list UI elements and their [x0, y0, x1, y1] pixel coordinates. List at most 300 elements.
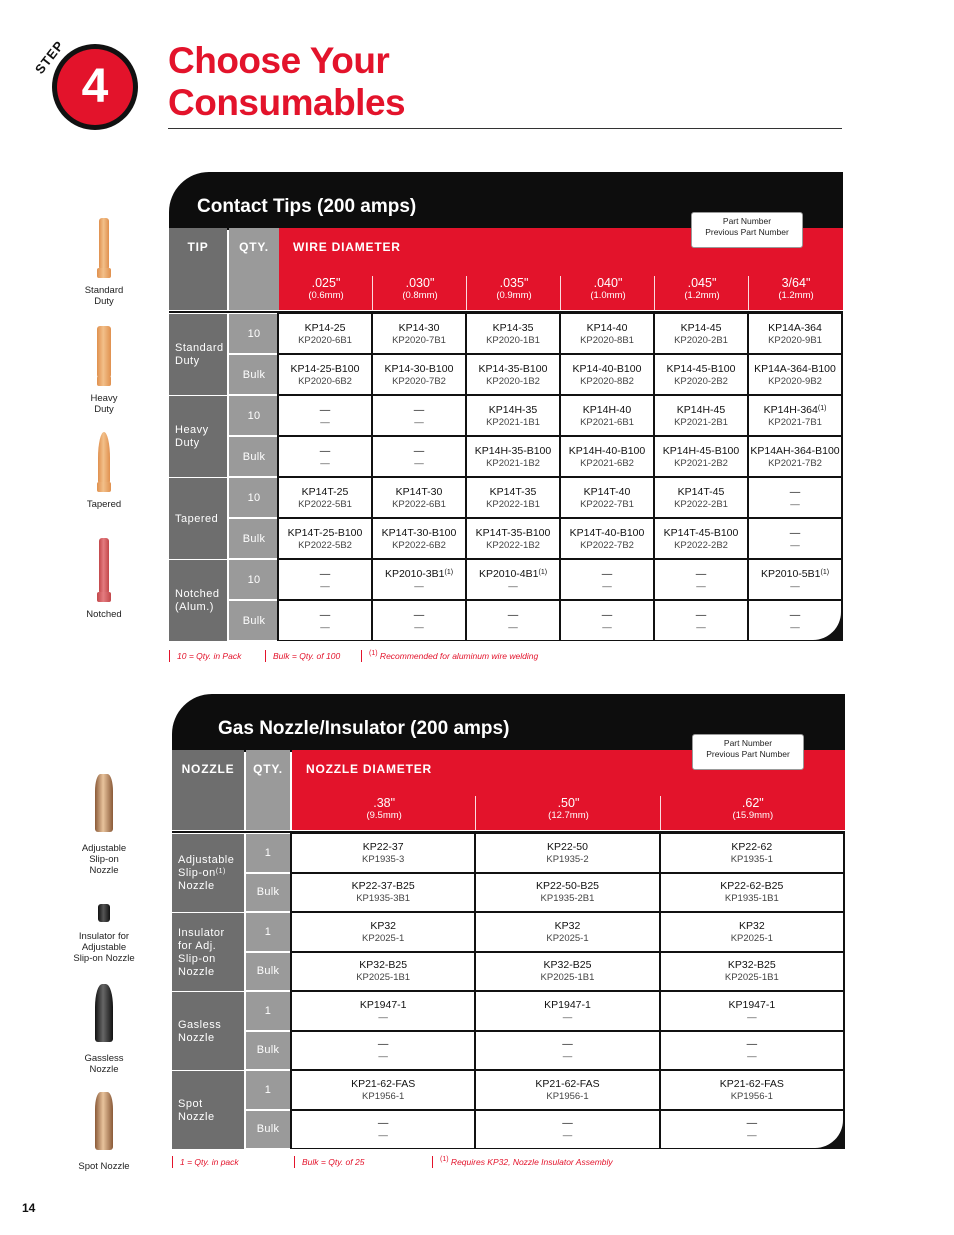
group-label-text: Gasless Nozzle [178, 1018, 222, 1044]
footnote [432, 1156, 613, 1168]
part-number [476, 1117, 658, 1130]
first-column-label: NOZZLE [181, 762, 235, 776]
part-number [467, 486, 559, 499]
previous-part-number: KP1935-2 [546, 853, 589, 865]
part-number-text: KP32-B25 [543, 959, 592, 972]
part-cell [279, 437, 371, 476]
part-cell [279, 601, 371, 640]
group-label-text: Adjustable Slip-on [178, 854, 235, 879]
qty-value: Bulk [256, 886, 280, 899]
part-number-label: Part Number [723, 738, 773, 748]
footnote [294, 1156, 364, 1168]
part-number-text: KP14A-364 [768, 321, 822, 334]
qty-value: Bulk [256, 1044, 280, 1057]
part-number [749, 404, 841, 417]
part-cell [476, 913, 658, 951]
part-cell [373, 314, 465, 353]
previous-part-number: KP2025-1B1 [356, 972, 411, 984]
part-cell [661, 1111, 843, 1149]
part-number [655, 486, 747, 499]
part-number-text: — [319, 608, 331, 621]
part-number [661, 841, 843, 854]
diameter-separator [660, 796, 661, 830]
part-number-legend [692, 734, 804, 770]
diameter-value: .38" [373, 796, 396, 810]
part-number-text: KP14-45 [680, 321, 722, 334]
part-cell [373, 601, 465, 640]
title-rule [168, 128, 842, 129]
heavy-duty-tip-icon [89, 322, 119, 388]
step-word: STEP [31, 37, 68, 77]
part-number [561, 322, 653, 335]
part-cell [561, 437, 653, 476]
nozzle-image-caption: Insulator for Adjustable Slip-on Nozzle [73, 931, 135, 964]
previous-part-number: KP2020-6B1 [298, 334, 352, 346]
part-cell [292, 913, 474, 951]
qty-value: 10 [247, 327, 261, 340]
previous-part-number: KP2022-6B1 [392, 498, 446, 510]
part-cell [292, 992, 474, 1030]
part-number-text: KP14H-40 [582, 403, 632, 416]
insulator-icon [87, 900, 121, 926]
footnote [361, 650, 538, 662]
diameter-metric: (9.5mm) [366, 810, 402, 821]
part-number-text: — [319, 567, 331, 580]
part-number [476, 880, 658, 893]
diameter-separator [475, 796, 476, 830]
part-cell [561, 478, 653, 517]
previous-part-number: KP1935-1B1 [724, 893, 779, 905]
diameter-value: .030" [405, 276, 435, 290]
part-number [561, 363, 653, 376]
part-cell [476, 1111, 658, 1149]
part-cell [655, 601, 747, 640]
part-number-text: — [562, 1038, 573, 1051]
previous-part-number: KP2020-2B2 [674, 375, 728, 387]
part-cell [476, 874, 658, 912]
part-cell [655, 355, 747, 394]
part-number [467, 527, 559, 540]
part-number-text: KP14-25 [304, 321, 346, 334]
part-number-text: KP14H-35-B100 [474, 444, 552, 457]
footnote-text: Requires KP32, Nozzle Insulator Assembly [448, 1157, 613, 1167]
spot-nozzle-icon [87, 1088, 121, 1156]
part-number-text: KP14-35-B100 [478, 362, 548, 375]
part-number [279, 486, 371, 499]
previous-part-number: — [320, 416, 330, 428]
part-number [476, 959, 658, 972]
standard-duty-tip-icon [89, 214, 119, 280]
part-footnote-mark: (1) [444, 568, 454, 576]
diameter-column-label: WIRE DIAMETER [293, 240, 401, 254]
part-cell [661, 834, 843, 872]
previous-part-number: KP2022-5B2 [298, 539, 352, 551]
previous-part-number: — [747, 1130, 757, 1142]
part-footnote-mark: (1) [817, 404, 827, 412]
part-number-text: KP14T-45 [677, 485, 725, 498]
first-column-label: TIP [187, 240, 209, 254]
previous-part-number: — [790, 498, 800, 510]
footnote-text: 10 = Qty. in Pack [177, 651, 242, 661]
part-cell [561, 560, 653, 599]
previous-part-number: — [414, 621, 424, 633]
part-number-text: KP14H-45 [676, 403, 726, 416]
part-number [661, 1117, 843, 1130]
part-cell [749, 437, 841, 476]
part-number-text: KP14H-40-B100 [568, 444, 646, 457]
part-number [561, 609, 653, 622]
group-label [178, 1098, 242, 1124]
part-cell [292, 1071, 474, 1109]
part-number [661, 920, 843, 933]
part-number-text: — [789, 526, 801, 539]
part-number [661, 959, 843, 972]
part-cell [561, 355, 653, 394]
part-cell [749, 355, 841, 394]
diameter-metric: (1.2mm) [684, 290, 720, 301]
tip-image-caption: Notched [86, 609, 122, 620]
part-number [655, 363, 747, 376]
group-label-text: Spot Nozzle [178, 1097, 215, 1123]
group-label [175, 588, 225, 614]
previous-part-number: KP2020-7B1 [392, 334, 446, 346]
part-number-text: KP22-62 [731, 840, 773, 853]
previous-part-number: — [562, 1011, 573, 1023]
part-cell [292, 1111, 474, 1149]
diameter-heading [292, 796, 476, 822]
qty-value: 10 [247, 491, 261, 504]
tip-image-heavy [54, 322, 154, 415]
part-number [749, 486, 841, 499]
previous-part-number: KP1935-3 [362, 853, 405, 865]
part-number-text: KP22-50 [547, 840, 588, 853]
part-number-text: — [319, 444, 331, 457]
part-cell [749, 601, 841, 640]
part-cell [476, 834, 658, 872]
part-number-text: KP14T-25 [301, 485, 349, 498]
part-number [373, 445, 465, 458]
part-number [279, 609, 371, 622]
part-number-text: KP21-62-FAS [535, 1077, 600, 1090]
part-number [749, 568, 841, 581]
diameter-value: .035" [499, 276, 529, 290]
previous-part-number-label: Previous Part Number [706, 749, 790, 759]
previous-part-number: — [602, 621, 612, 633]
part-number [749, 322, 841, 335]
qty-value: Bulk [242, 368, 266, 381]
part-footnote-mark: (1) [820, 568, 830, 576]
diameter-value: .50" [557, 796, 580, 810]
part-cell [467, 519, 559, 558]
group-label-text: Heavy Duty [175, 424, 209, 449]
part-number-text: KP14-40-B100 [572, 362, 642, 375]
qty-value: 1 [264, 1004, 272, 1017]
part-number [373, 363, 465, 376]
previous-part-number: KP2022-7B1 [580, 498, 634, 510]
previous-part-number: KP2021-2B2 [674, 457, 728, 469]
previous-part-number: — [320, 580, 330, 592]
part-number [561, 445, 653, 458]
part-number-text: KP1947-1 [544, 998, 591, 1011]
part-number-text: KP14-45-B100 [666, 362, 736, 375]
part-number-text: — [562, 1117, 573, 1130]
part-number-label: Part Number [722, 216, 772, 226]
part-cell [373, 355, 465, 394]
part-cell [655, 437, 747, 476]
part-cell [561, 519, 653, 558]
part-number-text: KP32 [554, 919, 581, 932]
tapered-tip-body [98, 432, 110, 484]
previous-part-number: KP2021-7B1 [768, 416, 822, 428]
diameter-metric: (1.2mm) [778, 290, 814, 301]
part-number-text: KP2010-3B1 [384, 567, 445, 580]
part-number [279, 363, 371, 376]
part-number-text: KP21-62-FAS [351, 1077, 416, 1090]
part-number [749, 445, 841, 458]
part-cell [561, 601, 653, 640]
tapered-tip-icon [89, 428, 119, 494]
group-label [175, 424, 225, 450]
qty-value: Bulk [242, 450, 266, 463]
part-cell [655, 314, 747, 353]
diameter-heading [373, 276, 467, 302]
previous-part-number: — [414, 416, 424, 428]
part-number [467, 322, 559, 335]
diameter-value: .040" [593, 276, 623, 290]
part-cell [476, 953, 658, 991]
part-number [292, 1038, 474, 1051]
part-number [749, 527, 841, 540]
part-number [467, 568, 559, 581]
page-title-line1: Choose Your [168, 40, 390, 81]
footnote-text: Bulk = Qty. of 100 [273, 651, 341, 661]
part-cell [661, 992, 843, 1030]
part-number [279, 445, 371, 458]
part-number [373, 609, 465, 622]
part-cell [373, 519, 465, 558]
qty-value: 10 [247, 573, 261, 586]
previous-part-number: KP1935-2B1 [540, 893, 595, 905]
group-label [175, 513, 225, 526]
adjustable-nozzle-shape [95, 774, 113, 832]
part-number-text: KP1947-1 [359, 998, 407, 1011]
previous-part-number: KP2022-5B1 [298, 498, 352, 510]
part-cell [467, 355, 559, 394]
diameter-metric: (15.9mm) [732, 810, 774, 821]
part-number [292, 880, 474, 893]
diameter-metric: (0.9mm) [496, 290, 532, 301]
page-number: 14 [22, 1201, 36, 1215]
diameter-heading [279, 276, 373, 302]
part-number-text: — [746, 1038, 758, 1051]
qty-value: 1 [264, 1083, 272, 1096]
part-number [292, 999, 474, 1012]
gasless-shape [95, 984, 113, 1042]
previous-part-number: KP2022-2B1 [674, 498, 728, 510]
group-label [175, 342, 225, 368]
previous-part-number: KP2020-9B1 [768, 334, 822, 346]
heavy-tip-body [97, 326, 111, 378]
part-cell [279, 478, 371, 517]
part-number [749, 363, 841, 376]
previous-part-number: KP2021-6B2 [580, 457, 634, 469]
previous-part-number: KP1935-3B1 [356, 893, 411, 905]
tip-image-standard [54, 214, 154, 307]
previous-part-number: — [378, 1051, 388, 1063]
previous-part-number: KP2021-1B1 [486, 416, 540, 428]
diameter-heading [661, 796, 845, 822]
previous-part-number: — [378, 1130, 388, 1142]
nozzle-image-adjustable [54, 770, 154, 876]
part-number [661, 880, 843, 893]
previous-part-number: KP2025-1 [546, 932, 589, 944]
previous-part-number: — [508, 580, 518, 592]
part-number [467, 404, 559, 417]
diameter-heading [561, 276, 655, 302]
part-number [655, 322, 747, 335]
previous-part-number: — [747, 1011, 757, 1023]
diameter-metric: (1.0mm) [590, 290, 626, 301]
part-cell [476, 1071, 658, 1109]
part-number [279, 568, 371, 581]
diameter-separator [372, 276, 373, 310]
group-label [178, 1019, 242, 1045]
diameter-separator [466, 276, 467, 310]
part-number [561, 568, 653, 581]
part-cell [292, 953, 474, 991]
part-cell [373, 478, 465, 517]
heavy-tip-base [97, 376, 111, 386]
part-cell [279, 396, 371, 435]
part-number [655, 527, 747, 540]
gasless-nozzle-icon [87, 980, 121, 1048]
part-number-text: — [601, 608, 613, 621]
part-number-text: KP1947-1 [728, 998, 776, 1011]
previous-part-number: — [747, 1051, 757, 1063]
part-number-text: — [319, 403, 331, 416]
part-number-text: — [789, 485, 801, 498]
part-number-text: KP14-35 [492, 321, 534, 334]
previous-part-number: KP2020-9B2 [768, 375, 822, 387]
part-number-text: — [413, 608, 425, 621]
standard-tip-base [97, 268, 111, 278]
part-cell [561, 396, 653, 435]
part-number-text: KP14-25-B100 [290, 362, 360, 375]
diameter-heading [749, 276, 843, 302]
nozzle-image-spot [54, 1088, 154, 1172]
part-number [467, 445, 559, 458]
previous-part-number: — [378, 1011, 388, 1023]
previous-part-number: KP2020-8B2 [580, 375, 634, 387]
previous-part-number: — [320, 457, 330, 469]
diameter-separator [748, 276, 749, 310]
previous-part-number: KP2020-1B2 [486, 375, 540, 387]
part-number [292, 1078, 474, 1091]
nozzle-image-caption: Adjustable Slip-on Nozzle [81, 843, 127, 876]
previous-part-number: KP2021-7B2 [768, 457, 822, 469]
previous-part-number: — [602, 580, 612, 592]
qty-value: 10 [247, 409, 261, 422]
qty-value: Bulk [256, 1123, 280, 1136]
part-number [655, 568, 747, 581]
part-cell [661, 1071, 843, 1109]
diameter-value: 3/64" [781, 276, 811, 290]
previous-part-number: KP2020-2B1 [674, 334, 728, 346]
part-number-text: — [695, 567, 707, 580]
part-cell [476, 1032, 658, 1070]
part-number-text: KP14H-35 [488, 403, 538, 416]
part-number [373, 486, 465, 499]
nozzle-image-insulator [54, 900, 154, 964]
part-number-text: KP32 [370, 919, 396, 932]
section-title: Gas Nozzle/Insulator (200 amps) [218, 718, 510, 739]
notched-tip-base [97, 592, 111, 602]
part-cell [749, 396, 841, 435]
part-cell [655, 396, 747, 435]
footnote [172, 1156, 239, 1168]
previous-part-number: — [562, 1130, 573, 1142]
qty-value: Bulk [242, 532, 266, 545]
previous-part-number: — [790, 580, 800, 592]
qty-value: Bulk [242, 614, 266, 627]
part-number [561, 486, 653, 499]
previous-part-number: KP2020-8B1 [580, 334, 634, 346]
part-cell [279, 519, 371, 558]
previous-part-number: KP2022-6B2 [392, 539, 446, 551]
part-number-text: — [377, 1117, 389, 1130]
diameter-metric: (12.7mm) [548, 810, 589, 821]
nozzle-image-caption: Gassless Nozzle [84, 1053, 124, 1075]
previous-part-number: KP2020-1B1 [486, 334, 540, 346]
part-number [373, 404, 465, 417]
part-number-text: — [507, 608, 519, 621]
part-number [373, 568, 465, 581]
previous-part-number: KP2020-7B2 [392, 375, 446, 387]
part-number-text: KP14T-30-B100 [381, 526, 457, 539]
nozzle-image-caption: Spot Nozzle [78, 1161, 130, 1172]
tip-image-caption: Standard Duty [84, 285, 124, 307]
part-number [279, 322, 371, 335]
part-number-text: KP14A-364-B100 [754, 362, 836, 375]
part-cell [561, 314, 653, 353]
diameter-separator [560, 276, 561, 310]
adjustable-nozzle-icon [87, 770, 121, 838]
part-number [373, 527, 465, 540]
footnote-text: Recommended for aluminum wire welding [377, 651, 539, 661]
previous-part-number: — [320, 621, 330, 633]
previous-part-number: — [414, 580, 424, 592]
part-number [749, 609, 841, 622]
tip-image-caption: Tapered [86, 499, 122, 510]
diameter-value: .025" [311, 276, 341, 290]
part-number-text: KP14H-364 [763, 403, 818, 416]
diameter-metric: (0.8mm) [402, 290, 438, 301]
part-number-text: KP2010-5B1 [760, 567, 821, 580]
group-label-text: Tapered [175, 512, 219, 525]
previous-part-number: KP2020-6B2 [298, 375, 352, 387]
part-number-text: — [377, 1038, 389, 1051]
part-footnote-mark: (1) [538, 568, 548, 576]
part-cell [467, 601, 559, 640]
diameter-heading [655, 276, 749, 302]
qty-value: Bulk [256, 965, 280, 978]
previous-part-number: KP2025-1B1 [724, 972, 779, 984]
part-number [292, 959, 474, 972]
part-cell [373, 560, 465, 599]
group-label-footnote-mark: (1) [215, 868, 226, 875]
part-number [661, 1038, 843, 1051]
footnote-mark: (1) [369, 650, 378, 657]
